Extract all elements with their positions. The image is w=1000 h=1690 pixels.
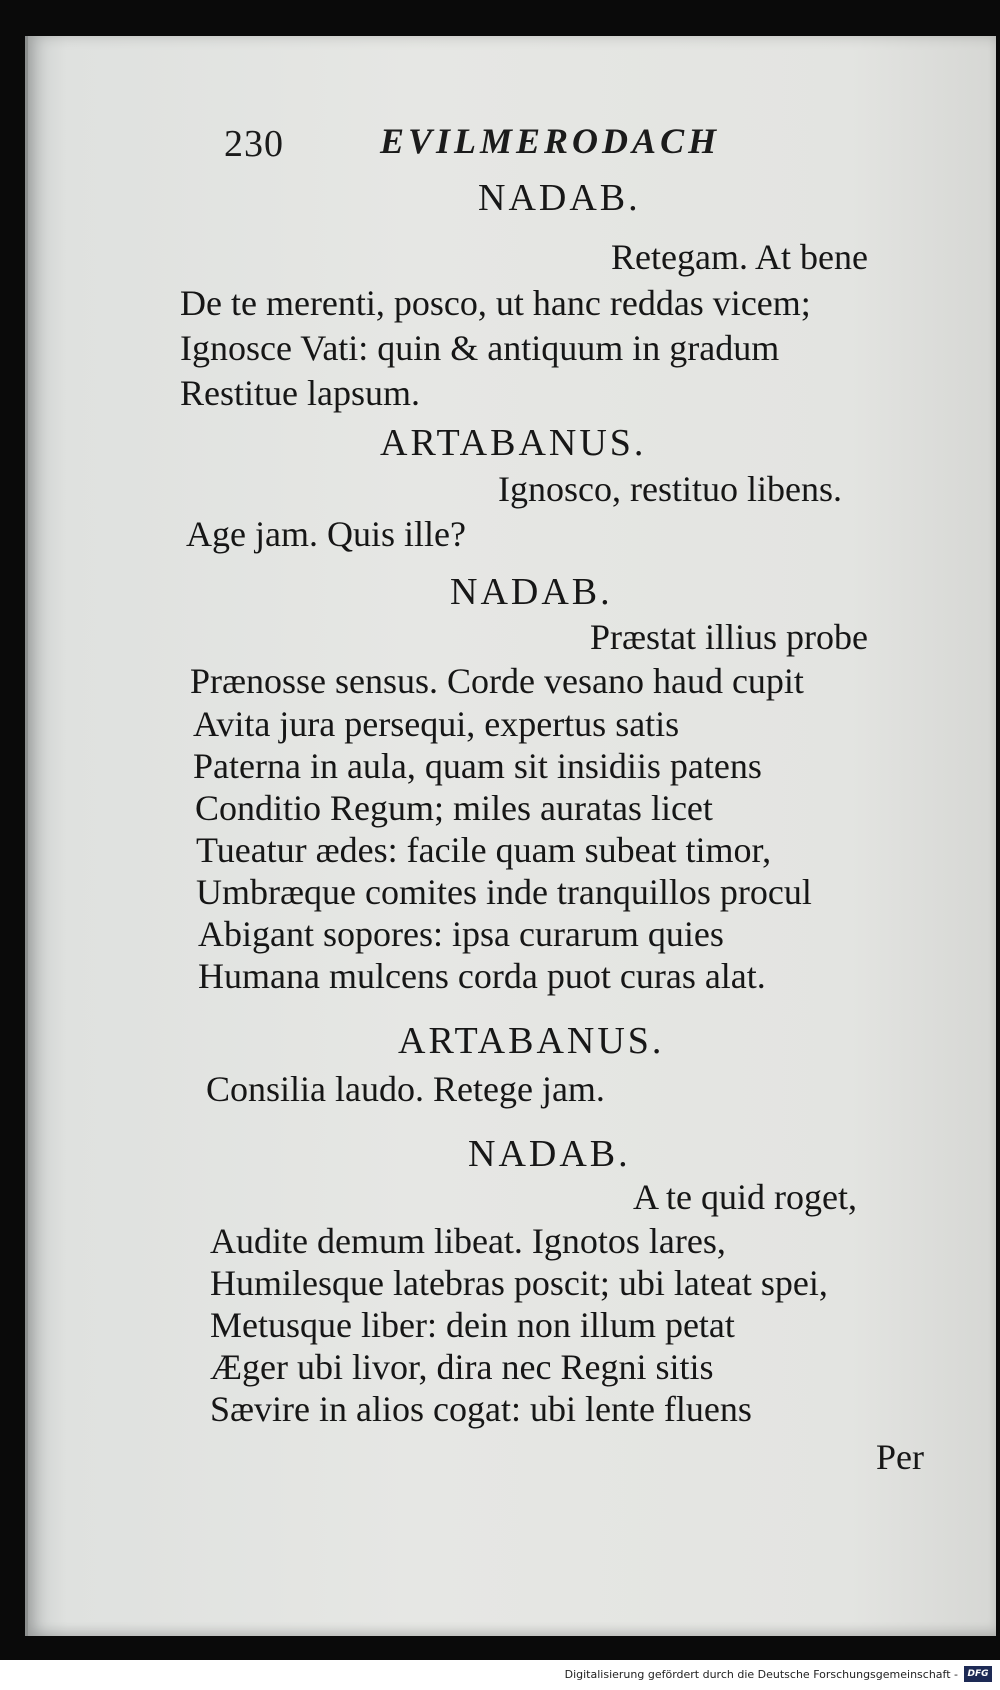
running-title: EVILMERODACH [380,121,721,161]
speaker-heading: NADAB. [478,177,641,219]
speaker-heading: ARTABANUS. [398,1020,665,1062]
verse-line: Humana mulcens corda puot curas alat. [198,956,766,996]
verse-line: Ignosce Vati: quin & antiquum in gradum [180,328,780,368]
catchword: Per [876,1437,924,1477]
verse-line: Paterna in aula, quam sit insidiis patens [193,746,762,786]
speaker-heading: NADAB. [468,1133,631,1175]
book-page [25,36,996,1636]
verse-line: Age jam. Quis ille? [186,514,466,554]
verse-line: De te merenti, posco, ut hanc reddas vicem; [180,283,811,323]
verse-line: A te quid roget, [633,1177,857,1217]
verse-line: Æger ubi livor, dira nec Regni sitis [210,1347,714,1387]
verse-line: Retegam. At bene [611,237,868,277]
verse-line: Consilia laudo. Retege jam. [206,1069,605,1109]
verse-line: Tueatur ædes: facile quam subeat timor, [196,830,772,870]
verse-line: Umbræque comites inde tranquillos procul [196,872,812,912]
verse-line: Metusque liber: dein non illum petat [210,1305,735,1345]
speaker-heading: ARTABANUS. [380,422,647,464]
verse-line: Restitue lapsum. [180,373,420,413]
page-number: 230 [224,123,284,165]
verse-line: Audite demum libeat. Ignotos lares, [210,1221,726,1261]
verse-line: Conditio Regum; miles auratas licet [195,788,713,828]
verse-line: Prænosse sensus. Corde vesano haud cupit [190,661,804,701]
speaker-heading: NADAB. [450,571,613,613]
running-head [224,114,824,170]
digitization-credit: Digitalisierung gefördert durch die Deutsche Forschungsgemeinschaft - [564,1668,958,1681]
verse-line: Ignosco, restituo libens. [498,469,842,509]
verse-line: Abigant sopores: ipsa curarum quies [198,914,724,954]
verse-line: Humilesque latebras poscit; ubi lateat spei, [210,1263,828,1303]
verse-line: Avita jura persequi, expertus satis [193,704,680,744]
verse-line: Sævire in alios cogat: ubi lente fluens [210,1389,752,1429]
dfg-logo-icon: DFG [964,1666,992,1682]
verse-line: Præstat illius probe [590,617,868,657]
footer-bar [0,1660,1000,1690]
